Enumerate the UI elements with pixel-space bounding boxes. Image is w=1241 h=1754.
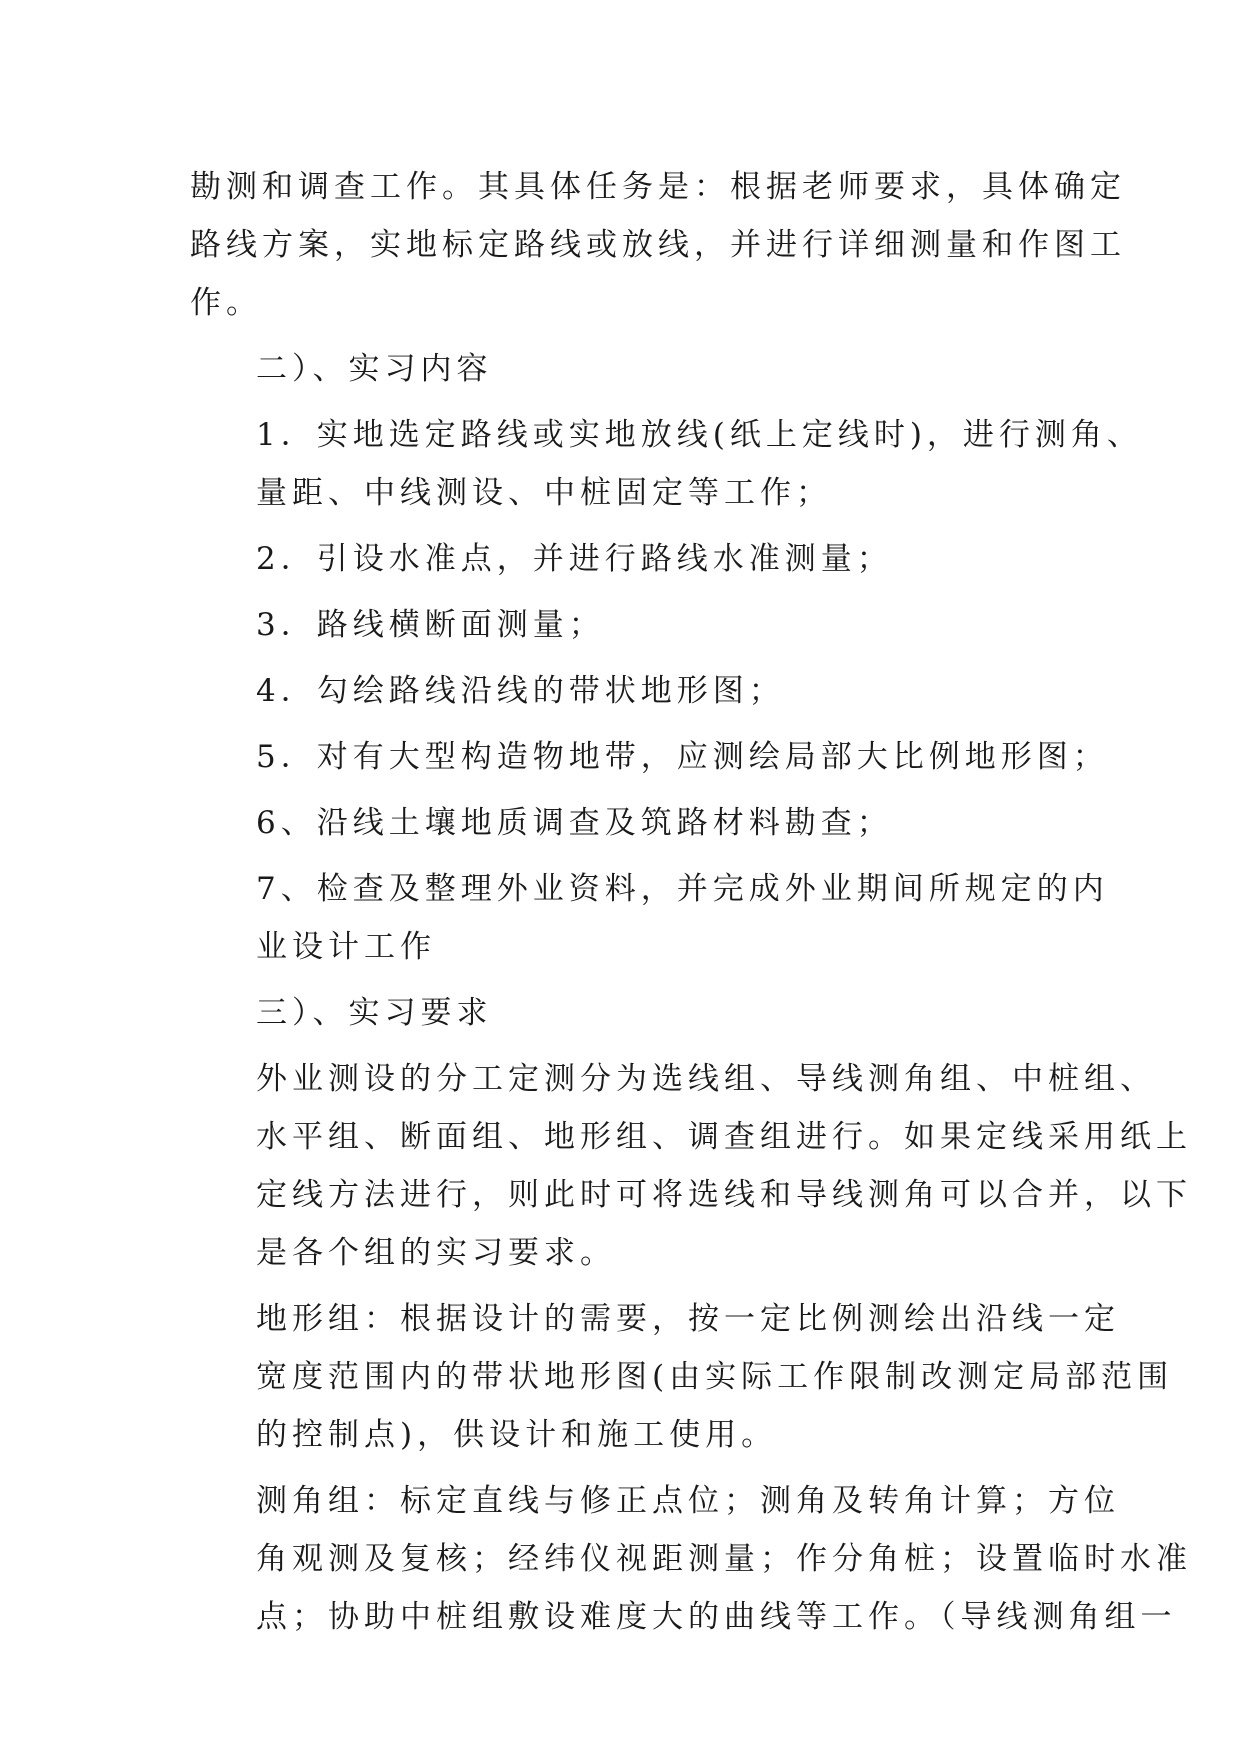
document-body [190, 158, 1192, 1654]
text-line: 定线方法进行，则此时可将选线和导线测角可以合并，以下 [256, 1177, 1192, 1213]
text-line: 作。 [190, 285, 262, 321]
text-line: 量距、中线测设、中桩固定等工作； [256, 475, 832, 511]
text-line: 1．实地选定路线或实地放线(纸上定线时)，进行测角、 [256, 417, 1143, 453]
text-line: 2．引设水准点，并进行路线水准测量； [256, 541, 893, 577]
paragraph [190, 406, 1143, 522]
paragraph [190, 728, 1109, 786]
text-line: 水平组、断面组、地形组、调查组进行。如果定线采用纸上 [256, 1119, 1192, 1155]
paragraph [190, 596, 1070, 654]
paragraph [190, 794, 1070, 852]
text-line: 的控制点)，供设计和施工使用。 [256, 1417, 778, 1453]
text-line: 3．路线横断面测量； [256, 607, 605, 643]
text-line: 业设计工作 [256, 929, 436, 965]
text-line: 外业测设的分工定测分为选线组、导线测角组、中桩组、 [256, 1061, 1156, 1097]
text-line: 三）、实习要求 [256, 995, 493, 1031]
text-line: 6、沿线土壤地质调查及筑路材料勘查； [256, 805, 893, 841]
paragraph [190, 158, 1126, 332]
text-line: 点；协助中桩组敷设难度大的曲线等工作。（导线测角组一 [256, 1599, 1177, 1635]
text-line: 勘测和调查工作。其具体任务是：根据老师要求，具体确定 [190, 169, 1126, 205]
paragraph [190, 1472, 1192, 1646]
text-line: 5．对有大型构造物地带，应测绘局部大比例地形图； [256, 739, 1109, 775]
paragraph [190, 1050, 1192, 1282]
text-line: 4．勾绘路线沿线的带状地形图； [256, 673, 785, 709]
text-line: 7、检查及整理外业资料，并完成外业期间所规定的内 [256, 871, 1109, 907]
text-line: 角观测及复核；经纬仪视距测量；作分角桩；设置临时水准 [256, 1541, 1192, 1577]
text-line: 地形组：根据设计的需要，按一定比例测绘出沿线一定 [256, 1301, 1120, 1337]
text-line: 测角组：标定直线与修正点位；测角及转角计算；方位 [256, 1483, 1120, 1519]
text-line: 路线方案，实地标定路线或放线，并进行详细测量和作图工 [190, 227, 1126, 263]
text-line: 是各个组的实习要求。 [256, 1235, 616, 1271]
paragraph [190, 662, 1070, 720]
text-line: 宽度范围内的带状地形图(由实际工作限制改测定局部范围 [256, 1359, 1174, 1395]
paragraph [190, 860, 1109, 976]
paragraph [190, 530, 1070, 588]
paragraph [190, 340, 1070, 398]
paragraph [190, 1290, 1174, 1464]
text-line: 二）、实习内容 [256, 351, 493, 387]
paragraph [190, 984, 1070, 1042]
